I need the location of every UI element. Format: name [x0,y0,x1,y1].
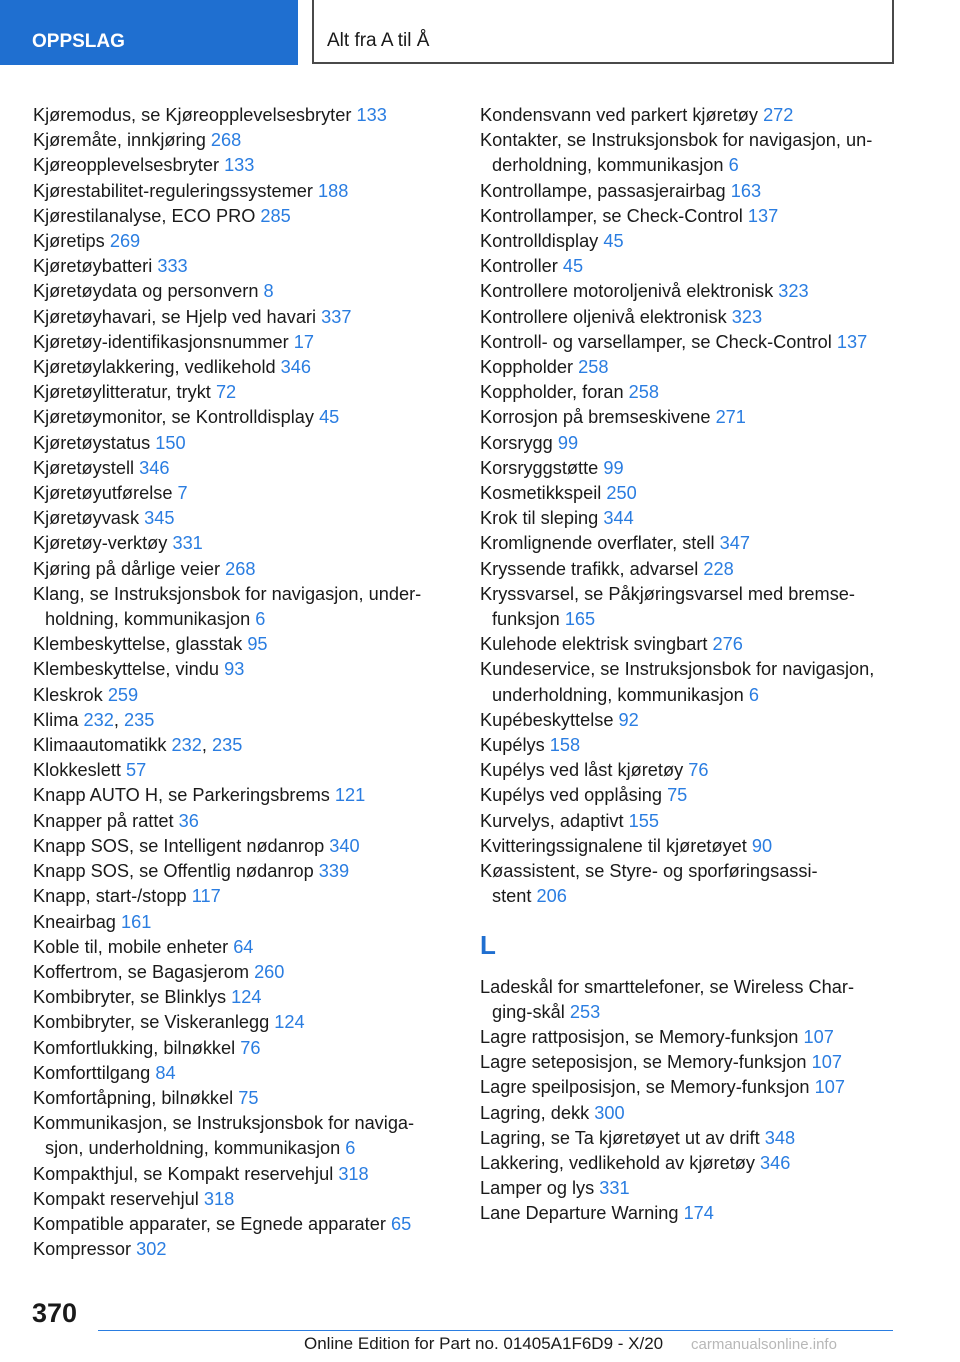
page-ref-link[interactable]: 348 [764,1127,796,1148]
page-ref-link[interactable]: 155 [628,810,659,831]
entry-text: Kompatible apparater, se Egnede apparater [33,1213,386,1234]
entry-text: Koppholder [480,357,574,378]
index-entry [33,910,453,935]
entry-text: Kontroller [480,256,558,277]
index-entry [480,557,900,582]
entry-text: Kjøremåte, innkjøring [33,130,206,151]
page-ref-link[interactable]: 268 [225,558,256,579]
index-entry [33,834,453,859]
page-ref-link[interactable]: 133 [224,155,255,176]
page-ref-link[interactable]: 163 [730,180,762,201]
entry-text: Lane Departure Warning [480,1203,679,1224]
page-ref-link[interactable]: 75 [238,1087,259,1108]
entry-text: Kromlignende overflater, stell [480,533,715,554]
page-ref-link[interactable]: 333 [157,256,188,277]
index-entry [33,809,453,834]
page-ref-link[interactable]: 72 [215,382,237,403]
page-ref-link[interactable]: 331 [599,1178,630,1199]
page-ref-link[interactable]: 75 [667,785,688,806]
index-entry [33,229,453,254]
entry-text: Kjøretips [33,231,105,252]
page-ref-link[interactable]: 92 [618,709,639,730]
index-entry [33,1111,453,1161]
page-ref-link[interactable]: 346 [280,357,312,378]
entry-text: Kjøreopplevelsesbryter [33,155,219,176]
entry-text: Kjøretøybatteri [33,256,153,277]
entry-text: Kjørestilanalyse, ECO PRO [33,205,256,226]
index-entry [33,431,453,456]
page-ref-link[interactable]: 228 [703,558,734,579]
page-ref-link[interactable]: 107 [811,1052,842,1073]
entry-text: Lagre speilposisjon, se Memory-funksjon [480,1077,810,1098]
index-entry [480,204,900,229]
page-ref-link[interactable]: 17 [293,331,315,352]
page-ref-link[interactable]: 340 [329,835,360,856]
index-entry [33,204,453,229]
entry-text: Koppholder, foran [480,382,624,403]
entry-text: Kundeservice, se Instruksjonsbok for navigasjon, [480,659,875,680]
page-ref-link[interactable]: 259 [107,684,139,705]
index-entry [33,531,453,556]
entry-text: Kjørestabilitet-reguleringssystemer [33,180,313,201]
page-ref-link[interactable]: 93 [224,659,245,680]
index-entry [480,1075,900,1100]
index-entry [33,960,453,985]
index-entry [480,279,900,304]
index-column-right [480,103,900,1227]
page-ref-link[interactable]: 318 [338,1163,369,1184]
entry-text: Kjøretøy-verktøy [33,533,168,554]
section-tab[interactable]: OPPSLAG [0,0,298,65]
page-ref-link[interactable]: 7 [177,483,188,504]
page-ref-link[interactable]: 258 [578,357,609,378]
entry-text: Kryssende trafikk, advarsel [480,558,699,579]
entry-text: Lamper og lys [480,1178,595,1199]
index-entry [33,1212,453,1237]
index-entry [33,657,453,682]
index-entry [480,229,900,254]
index-entry [480,254,900,279]
page-ref-link[interactable]: 76 [688,760,709,781]
index-entry [480,733,900,758]
index-entry [33,506,453,531]
entry-text: Kupébeskyttelse [480,709,614,730]
page-ref-link[interactable]: 45 [562,256,584,277]
index-entry [480,506,900,531]
index-entry [33,884,453,909]
page-ref-link[interactable]: 45 [319,407,340,428]
page-ref-link[interactable]: 45 [603,231,624,252]
index-entry [480,1201,900,1226]
page-ref-link[interactable]: 174 [683,1203,714,1224]
entry-text: Lagring, dekk [480,1102,590,1123]
page-ref-link[interactable]: 90 [751,835,773,856]
page-ref-link[interactable]: 300 [594,1102,625,1123]
footer-divider [98,1330,893,1331]
entry-text: Kjøretøylitteratur, trykt [33,382,211,403]
index-entry [480,783,900,808]
index-entry [33,128,453,153]
page-ref-link[interactable]: 232 [171,735,202,756]
page-ref-link[interactable]: 260 [254,961,285,982]
index-entry [33,380,453,405]
entry-text: Kontrollere oljenivå elektronisk [480,306,727,327]
index-entry [33,1036,453,1061]
page-ref-link[interactable]: 250 [606,483,637,504]
index-entry [33,456,453,481]
entry-text: Kontrollamper, se Check-Control [480,205,743,226]
entry-text: Kjøretøystatus [33,432,151,453]
page-ref-link[interactable]: 36 [178,810,199,831]
index-entry [480,657,900,707]
entry-text: Kryssvarsel, se Påkjøringsvarsel med bremse- [480,583,855,604]
entry-text: Ladeskål for smarttelefoner, se Wireless Char- [480,976,854,997]
index-entry [480,380,900,405]
page-ref-link[interactable]: 107 [814,1077,845,1098]
entry-text: Kleskrok [33,684,103,705]
index-entry [33,859,453,884]
index-entry [480,405,900,430]
index-entry [480,1101,900,1126]
index-entry [33,1061,453,1086]
page-ref-link[interactable]: 107 [803,1026,834,1047]
index-entry [33,582,453,632]
page-ref-link[interactable]: 276 [712,634,743,655]
entry-text: Klang, se Instruksjonsbok for navigasjon, under- [33,583,422,604]
index-letter-heading: L [480,929,496,960]
entry-text: Kjøretøydata og personvern [33,281,259,302]
index-entry [33,481,453,506]
index-entry [33,330,453,355]
entry-text: Knapp SOS, se Intelligent nødanrop [33,835,325,856]
index-entry [480,859,900,909]
entry-text: Kontroll- og varsellamper, se Check-Control [480,331,832,352]
index-entry: Klima 232, 235 [33,709,155,730]
index-entry [480,355,900,380]
entry-text: Korsryggstøtte [480,457,599,478]
entry-text: Køassistent, se Styre- og sporføringsassi- [480,861,818,882]
page-ref-link[interactable]: 346 [139,457,170,478]
index-entry [480,809,900,834]
entry-text: Lakkering, vedlikehold av kjøretøy [480,1152,755,1173]
page-ref-link[interactable]: 6 [748,684,759,705]
page-ref-link[interactable]: 121 [334,785,366,806]
index-entry [480,456,900,481]
index-entry [33,1086,453,1111]
index-entry [480,305,900,330]
index-entry [480,975,900,1025]
entry-text-continued: stent [492,886,532,907]
page-ref-link[interactable]: 258 [628,382,660,403]
entry-text-continued: underholdning, kommunikasjon [492,684,744,705]
entry-text-continued: funksjon [492,609,560,630]
page-ref-link[interactable]: 158 [549,735,581,756]
page-ref-link[interactable]: 345 [144,508,175,529]
entry-text: Kontrollampe, passasjerairbag [480,180,726,201]
page-ref-link[interactable]: 318 [203,1188,235,1209]
index-entry [480,179,900,204]
entry-text: Kjøretøymonitor, se Kontrolldisplay [33,407,314,428]
page-ref-link[interactable]: 57 [126,760,147,781]
index-entry [480,531,900,556]
page-ref-link[interactable]: 269 [109,231,141,252]
page-ref-link[interactable]: 99 [557,432,579,453]
watermark: carmanualsonline.info [691,1336,837,1353]
entry-text: Koble til, mobile enheter [33,936,229,957]
index-entry [480,128,900,178]
page-ref-link[interactable]: 6 [728,155,739,176]
index-entry [480,1126,900,1151]
entry-text: Knapper på rattet [33,810,174,831]
page-ref-link[interactable]: 8 [263,281,274,302]
entry-text: Kulehode elektrisk svingbart [480,634,708,655]
index-entry [480,330,900,355]
entry-text: Lagre seteposisjon, se Memory-funksjon [480,1052,807,1073]
page-ref-link[interactable]: 84 [155,1062,176,1083]
page-ref-link[interactable]: 65 [390,1213,412,1234]
page-ref-link[interactable]: 124 [274,1012,305,1033]
entry-text: Kosmetikkspeil [480,483,602,504]
page-ref-link[interactable]: 347 [719,533,750,554]
index-column-left [33,103,453,1262]
page-ref-link[interactable]: 346 [760,1152,791,1173]
entry-text: Knapp AUTO H, se Parkeringsbrems [33,785,330,806]
page-ref-link[interactable]: 285 [260,205,291,226]
index-entry [480,1151,900,1176]
index-entry [33,1237,453,1262]
entry-text: Lagring, se Ta kjøretøyet ut av drift [480,1127,760,1148]
page-ref-link[interactable]: 133 [356,105,387,125]
index-entry [33,355,453,380]
index-entry [480,834,900,859]
page-ref-link[interactable]: 253 [569,1001,601,1022]
index-entry [480,431,900,456]
entry-text: Knapp, start-/stopp [33,886,187,907]
page-ref-link[interactable]: 165 [564,609,596,630]
entry-text: Klembeskyttelse, vindu [33,659,220,680]
entry-text: Klembeskyttelse, glasstak [33,634,243,655]
entry-text: Kombibryter, se Blinklys [33,987,227,1008]
entry-text: Kompressor [33,1239,132,1260]
entry-text: Kondensvann ved parkert kjøretøy [480,105,758,125]
page-ref-link[interactable]: 188 [318,180,349,201]
index-entry [33,783,453,808]
index-entry [33,1187,453,1212]
entry-text: Kjøretøyhavari, se Hjelp ved havari [33,306,317,327]
page-ref-link[interactable]: 137 [747,205,779,226]
page-ref-link[interactable]: 76 [240,1037,261,1058]
page-ref-link[interactable]: 339 [318,861,350,882]
page-ref-link[interactable]: 150 [155,432,186,453]
index-entry [33,103,453,128]
index-entry [33,179,453,204]
index-entry [33,683,453,708]
entry-text-continued: sjon, underholdning, kommunikasjon [45,1138,341,1159]
entry-text: Kvitteringssignalene til kjøretøyet [480,835,747,856]
page-ref-link[interactable]: 6 [345,1138,356,1159]
entry-text: Kontakter, se Instruksjonsbok for navigasjon, un- [480,130,873,151]
index-entry [480,103,900,128]
entry-text: Kjøretøyvask [33,508,140,529]
index-entry [480,632,900,657]
page-ref-link[interactable]: 323 [731,306,763,327]
page-number: 370 [32,1298,78,1328]
entry-text: Komfortlukking, bilnøkkel [33,1037,236,1058]
index-entry [33,1010,453,1035]
index-entry: Klimaautomatikk 232, 235 [33,735,243,756]
entry-text: Korrosjon på bremseskivene [480,407,711,428]
entry-text: Klima [33,709,79,730]
entry-text: Komfortåpning, bilnøkkel [33,1087,234,1108]
edition-note: Online Edition for Part no. 01405A1F6D9 - X/20 [304,1334,664,1353]
page-ref-link[interactable]: 344 [603,508,634,529]
index-entry [480,1176,900,1201]
index-entry [480,582,900,632]
index-entry [33,1162,453,1187]
index-entry [33,305,453,330]
entry-text: Kompakthjul, se Kompakt reservehjul [33,1163,334,1184]
entry-text: Klimaautomatikk [33,735,167,756]
page-ref-link[interactable]: 206 [536,886,567,907]
entry-text: Kombibryter, se Viskeranlegg [33,1012,270,1033]
entry-text: Kjøretøyutførelse [33,483,173,504]
page-ref-link[interactable]: 331 [172,533,203,554]
entry-text: Kjøremodus, se Kjøreopplevelsesbryter [33,105,352,125]
entry-text: Kjøretøystell [33,457,135,478]
entry-text: Kupélys [480,735,545,756]
page-ref-link[interactable]: 95 [247,634,268,655]
entry-text: Kontrolldisplay [480,231,599,252]
page-ref-link[interactable]: 64 [233,936,254,957]
index-entry [480,1050,900,1075]
entry-text-continued: derholdning, kommunikasjon [492,155,724,176]
page-ref-link[interactable]: 272 [763,105,794,125]
page-ref-link[interactable]: 235 [211,735,243,756]
page-ref-link[interactable]: 268 [210,130,242,151]
index-entry [33,758,453,783]
entry-text: Kjøretøylakkering, vedlikehold [33,357,276,378]
page-ref-link[interactable]: 6 [255,609,266,630]
entry-text: Kjøring på dårlige veier [33,558,221,579]
page-ref-link[interactable]: 99 [603,457,624,478]
index-entry [33,985,453,1010]
index-entry [33,279,453,304]
index-entry [480,1025,900,1050]
entry-text: Kjøretøy-identifikasjonsnummer [33,331,289,352]
index-entry [480,481,900,506]
chapter-title: Alt fra A til Å [312,0,894,64]
index-entry [33,153,453,178]
page-ref-link[interactable]: 124 [231,987,262,1008]
page-ref-link[interactable]: 137 [836,331,868,352]
page-ref-link[interactable]: 235 [124,709,155,730]
page-ref-link[interactable]: 117 [191,886,221,907]
page-ref-link[interactable]: 161 [120,911,152,932]
index-entry [33,405,453,430]
entry-text: Kommunikasjon, se Instruksjonsbok for naviga- [33,1113,415,1134]
entry-text: Krok til sleping [480,508,599,529]
index-entry [480,758,900,783]
page-ref-link[interactable]: 302 [136,1239,167,1260]
entry-text: Koffertrom, se Bagasjerom [33,961,249,982]
entry-text: Kupélys ved opplåsing [480,785,662,806]
entry-text: Korsrygg [480,432,553,453]
entry-text: Kontrollere motoroljenivå elektronisk [480,281,774,302]
page-ref-link[interactable]: 323 [778,281,809,302]
entry-text: Kupélys ved låst kjøretøy [480,760,684,781]
entry-text: Klokkeslett [33,760,121,781]
entry-text-continued: ging-skål [492,1001,565,1022]
page-ref-link[interactable]: 337 [321,306,352,327]
entry-text: Kompakt reservehjul [33,1188,199,1209]
entry-text: Kneairbag [33,911,116,932]
entry-text-continued: holdning, kommunikasjon [45,609,251,630]
index-entry [33,254,453,279]
page-ref-link[interactable]: 271 [715,407,746,428]
page-ref-link[interactable]: 232 [83,709,114,730]
entry-text: Knapp SOS, se Offentlig nødanrop [33,861,314,882]
index-entry [480,708,900,733]
entry-text: Kurvelys, adaptivt [480,810,624,831]
entry-text: Lagre rattposisjon, se Memory-funksjon [480,1026,799,1047]
index-entry [33,557,453,582]
index-entry [33,935,453,960]
entry-text: Komforttilgang [33,1062,151,1083]
index-entry [33,632,453,657]
